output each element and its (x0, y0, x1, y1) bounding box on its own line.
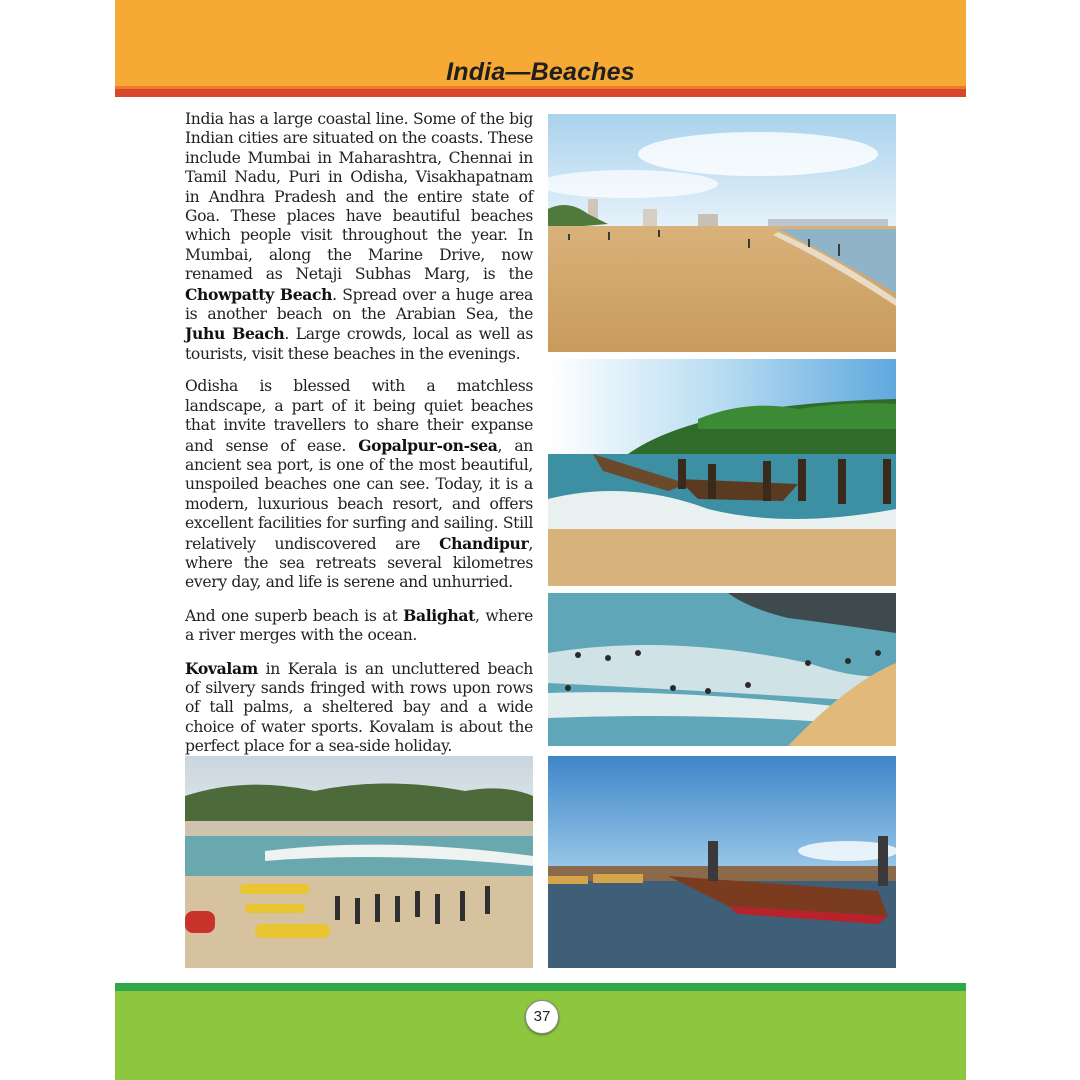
paragraph-kovalam (185, 659, 533, 757)
bold-term: Balighat (403, 605, 475, 625)
bold-term: Gopalpur-on-sea (358, 435, 498, 455)
text-run: And one superb beach is at (185, 606, 404, 625)
bold-term: Juhu Beach (185, 324, 285, 344)
photo-fishing-boats (548, 359, 896, 586)
paragraph-odisha (185, 377, 533, 592)
footer-rule (115, 983, 966, 991)
photo-bathers (548, 593, 896, 746)
header-rule (115, 89, 966, 97)
bold-term: Chowpatty Beach (185, 284, 333, 304)
paragraph-mumbai (185, 110, 533, 364)
bold-term: Chandipur (439, 533, 529, 553)
text-run: , where the sea retreats several kilometres every day, and life is serene and unhurried. (185, 534, 533, 592)
photo-chowpatty-beach (548, 114, 896, 352)
text-run: . Large crowds, local as well as tourists, visit these beaches in the evenings. (185, 325, 533, 363)
photo-crowded-beach (185, 756, 533, 968)
text-run: India has a large coastal line. Some of the big Indian cities are situated on the coasts. These include Mumbai in Maharashtra, Chennai in Tamil Nadu, Puri in Odisha, Visakhapatnam in Andhra Pradesh and the entire state of Goa. These places have beautiful beaches which people visit throughout the year. In Mumbai, along the Marine Drive, now renamed as Netaji Subhas Marg, is the (185, 110, 533, 284)
text-run: Odisha is blessed with a matchless landscape, a part of it being quiet beaches that invite travellers to share their expanse and sense of ease. (185, 377, 533, 455)
page-number: 37 (525, 1000, 559, 1034)
text-run: . Spread over a huge area is another beach on the Arabian Sea, the (185, 285, 534, 324)
text-run: , where a river merges with the ocean. (185, 606, 533, 645)
text-run: , an ancient sea port, is one of the most beautiful, unspoiled beaches one can see. Today, it is a modern, luxurious beach resort, and offers excellent facilities for surfing and sailing. Still relatively undiscovered are (185, 436, 534, 553)
text-column (185, 110, 533, 770)
bold-term: Kovalam (185, 658, 258, 678)
paragraph-balighat (185, 606, 533, 646)
page-title: India—Beaches (446, 58, 635, 86)
text-run: in Kerala is an uncluttered beach of silvery sands fringed with rows upon rows of tall palms, a sheltered bay and a wide choice of water sports. Kovalam is about the perfect place for a sea-side holiday. (185, 659, 533, 756)
photo-river-boats (548, 756, 896, 968)
textbook-page (115, 0, 966, 1080)
